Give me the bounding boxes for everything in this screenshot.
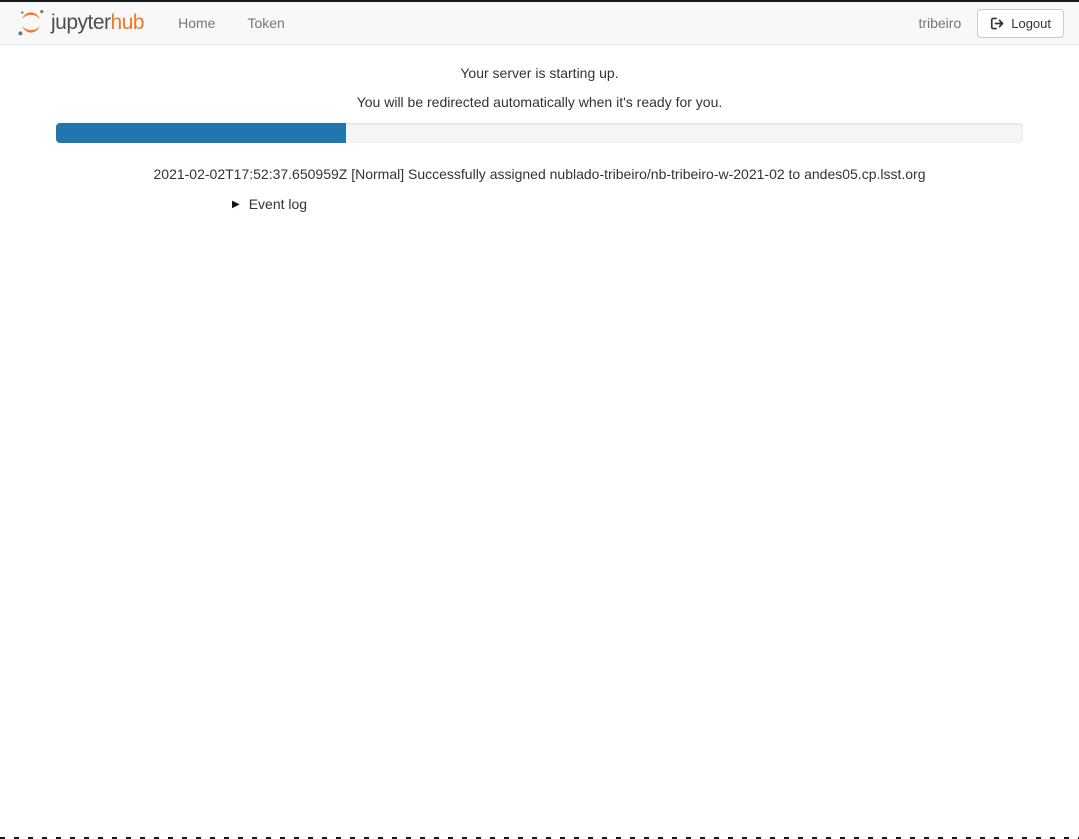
logo-wordmark	[51, 11, 144, 35]
username-label: tribeiro	[918, 15, 962, 31]
jupyter-icon	[16, 8, 46, 38]
navbar	[0, 2, 1079, 45]
logo-jupyter-text: jupyter	[51, 11, 111, 34]
jupyterhub-logo[interactable]	[16, 8, 144, 38]
sign-out-icon	[990, 17, 1004, 30]
redirect-message: You will be redirected automatically when it's ready for you.	[356, 94, 723, 110]
latest-event-message: 2021-02-02T17:52:37.650959Z [Normal] Successfully assigned nublado-tribeiro/nb-tribeiro-w-2021-02 to andes05.cp.lsst.org	[153, 166, 926, 182]
nav-link-home[interactable]: Home	[178, 15, 216, 31]
spawn-pending-content	[0, 45, 1079, 212]
event-log-label: Event log	[248, 196, 308, 212]
nav-link-token[interactable]: Token	[247, 15, 285, 31]
event-log-toggle[interactable]	[232, 196, 1023, 212]
logout-button-label: Logout	[1011, 15, 1051, 31]
spawn-progress-track	[56, 123, 1023, 143]
server-starting-message: Your server is starting up.	[460, 65, 619, 81]
logout-button[interactable]	[977, 9, 1064, 38]
spawn-progress-bar	[56, 123, 346, 143]
logo-hub-text: hub	[110, 11, 145, 34]
event-log-details	[232, 196, 1023, 212]
collapsed-triangle-icon: ▶	[232, 198, 240, 210]
